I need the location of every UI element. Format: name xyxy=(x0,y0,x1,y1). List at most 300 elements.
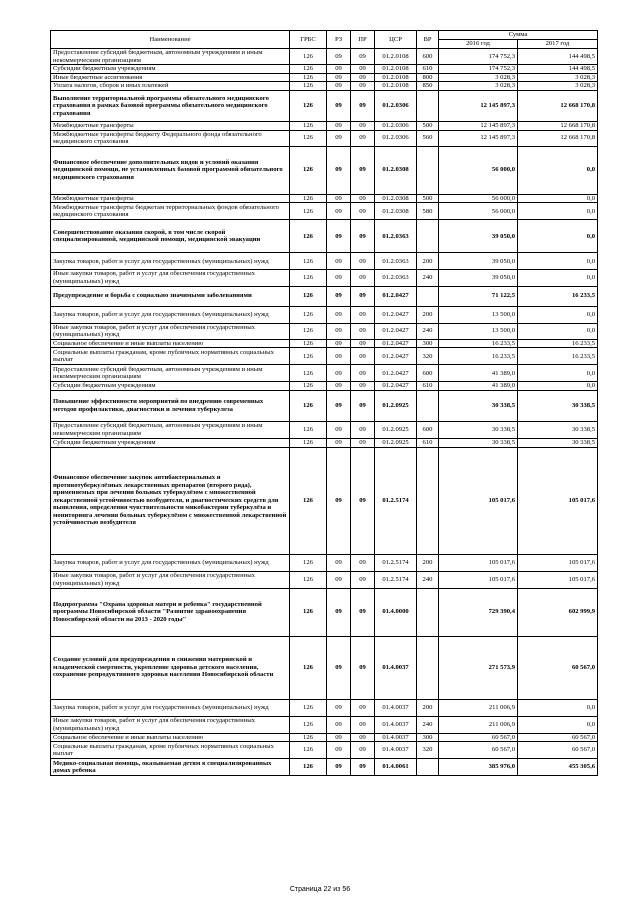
table-row xyxy=(51,554,598,571)
table-row xyxy=(51,571,598,588)
cell-rz: 09 xyxy=(327,588,351,636)
cell-rz: 09 xyxy=(327,90,351,121)
table-row xyxy=(51,382,598,391)
cell-csr: 01.2.0108 xyxy=(375,82,417,91)
cell-rz: 09 xyxy=(327,447,351,554)
cell-rz: 09 xyxy=(327,121,351,130)
cell-rz: 09 xyxy=(327,146,351,194)
cell-sum-2017: 602 999,9 xyxy=(518,588,598,636)
cell-pr: 09 xyxy=(351,447,375,554)
cell-rz: 09 xyxy=(327,65,351,74)
cell-pr: 09 xyxy=(351,121,375,130)
header-year-2016: 2016 год xyxy=(439,40,518,49)
cell-grbs: 126 xyxy=(290,733,327,742)
cell-name: Закупка товаров, работ и услуг для государственных (муниципальных) нужд xyxy=(51,253,290,270)
cell-rz: 09 xyxy=(327,554,351,571)
cell-name: Предоставление субсидий бюджетным, автономным учреждениям и иным некоммерческим организациям xyxy=(51,365,290,382)
cell-grbs: 126 xyxy=(290,571,327,588)
cell-rz: 09 xyxy=(327,390,351,421)
table-row xyxy=(51,220,598,253)
cell-grbs: 126 xyxy=(290,65,327,74)
cell-csr: 01.2.0925 xyxy=(375,438,417,447)
cell-pr: 09 xyxy=(351,554,375,571)
cell-grbs: 126 xyxy=(290,90,327,121)
header-sum: Сумма xyxy=(439,31,598,40)
cell-grbs: 126 xyxy=(290,447,327,554)
cell-grbs: 126 xyxy=(290,194,327,203)
cell-name: Социальное обеспечение и иные выплаты населению xyxy=(51,733,290,742)
cell-sum-2017: 3 028,3 xyxy=(518,82,598,91)
cell-csr: 01.2.0108 xyxy=(375,65,417,74)
cell-pr: 09 xyxy=(351,382,375,391)
cell-name: Финансовое обеспечение дополнительных видов и условий оказания медицинской помощи, не установленных базовой программой обязательного медицинского страхования xyxy=(51,146,290,194)
table-row xyxy=(51,130,598,146)
cell-grbs: 126 xyxy=(290,286,327,306)
cell-name: Иные закупки товаров, работ и услуг для обеспечения государственных (муниципальных) нужд xyxy=(51,270,290,286)
table-row xyxy=(51,73,598,82)
cell-vr xyxy=(417,286,439,306)
cell-sum-2016: 13 500,0 xyxy=(439,306,518,323)
cell-sum-2016: 56 000,0 xyxy=(439,194,518,203)
cell-grbs: 126 xyxy=(290,270,327,286)
cell-csr: 01.2.0308 xyxy=(375,146,417,194)
cell-sum-2017: 3 028,3 xyxy=(518,73,598,82)
cell-grbs: 126 xyxy=(290,203,327,220)
cell-csr: 01.2.0363 xyxy=(375,253,417,270)
cell-vr: 240 xyxy=(417,716,439,733)
cell-grbs: 126 xyxy=(290,82,327,91)
table-body xyxy=(51,49,598,776)
cell-sum-2017: 12 668 170,8 xyxy=(518,90,598,121)
cell-vr: 200 xyxy=(417,554,439,571)
cell-pr: 09 xyxy=(351,49,375,65)
cell-vr: 300 xyxy=(417,733,439,742)
cell-pr: 09 xyxy=(351,571,375,588)
cell-csr: 01.2.0427 xyxy=(375,348,417,365)
cell-pr: 09 xyxy=(351,716,375,733)
cell-pr: 09 xyxy=(351,699,375,716)
table-row xyxy=(51,759,598,776)
table-row xyxy=(51,742,598,759)
table-row xyxy=(51,716,598,733)
cell-grbs: 126 xyxy=(290,306,327,323)
cell-sum-2016: 39 050,0 xyxy=(439,220,518,253)
cell-sum-2016: 71 122,5 xyxy=(439,286,518,306)
cell-rz: 09 xyxy=(327,571,351,588)
cell-sum-2016: 105 017,6 xyxy=(439,447,518,554)
cell-sum-2017: 12 668 170,8 xyxy=(518,130,598,146)
cell-csr: 01.2.0308 xyxy=(375,194,417,203)
cell-csr: 01.2.0427 xyxy=(375,365,417,382)
cell-name: Закупка товаров, работ и услуг для государственных (муниципальных) нужд xyxy=(51,554,290,571)
cell-rz: 09 xyxy=(327,348,351,365)
cell-pr: 09 xyxy=(351,253,375,270)
cell-name: Выполнение территориальной программы обязательного медицинского страхования в рамках базовой программы обязательного медицинского страхования xyxy=(51,90,290,121)
cell-rz: 09 xyxy=(327,286,351,306)
cell-name: Подпрограмма "Охрана здоровья матери и ребенка" государственной программы Новосибирской области "Развитие здравоохранения Новосибирской области на 2013 - 2020 годы" xyxy=(51,588,290,636)
cell-csr: 01.2.5174 xyxy=(375,554,417,571)
cell-sum-2017: 0,0 xyxy=(518,306,598,323)
cell-grbs: 126 xyxy=(290,220,327,253)
cell-sum-2016: 60 567,0 xyxy=(439,742,518,759)
cell-name: Предупреждение и борьба с социально значимыми заболеваниями xyxy=(51,286,290,306)
table-row xyxy=(51,194,598,203)
cell-name: Субсидии бюджетным учреждениям xyxy=(51,65,290,74)
cell-sum-2017: 60 567,0 xyxy=(518,742,598,759)
cell-sum-2017: 12 668 170,8 xyxy=(518,121,598,130)
cell-sum-2017: 105 017,6 xyxy=(518,447,598,554)
cell-rz: 09 xyxy=(327,130,351,146)
cell-pr: 09 xyxy=(351,323,375,339)
table-row xyxy=(51,447,598,554)
cell-sum-2016: 385 976,0 xyxy=(439,759,518,776)
cell-grbs: 126 xyxy=(290,365,327,382)
cell-rz: 09 xyxy=(327,699,351,716)
header-vr: ВР xyxy=(417,31,439,49)
cell-sum-2017: 0,0 xyxy=(518,382,598,391)
header-rz: РЗ xyxy=(327,31,351,49)
cell-sum-2017: 105 017,6 xyxy=(518,554,598,571)
cell-csr: 01.2.5174 xyxy=(375,571,417,588)
cell-vr: 600 xyxy=(417,49,439,65)
cell-name: Совершенствование оказания скорой, в том числе скорой специализированной, медицинской помощи, медицинской эвакуации xyxy=(51,220,290,253)
cell-rz: 09 xyxy=(327,339,351,348)
cell-name: Иные закупки товаров, работ и услуг для обеспечения государственных (муниципальных) нужд xyxy=(51,571,290,588)
cell-sum-2017: 144 498,5 xyxy=(518,65,598,74)
cell-vr: 610 xyxy=(417,65,439,74)
page-footer: Страница 22 из 56 xyxy=(289,886,351,893)
cell-sum-2016: 211 006,9 xyxy=(439,699,518,716)
cell-rz: 09 xyxy=(327,365,351,382)
cell-grbs: 126 xyxy=(290,390,327,421)
cell-vr xyxy=(417,447,439,554)
cell-pr: 09 xyxy=(351,306,375,323)
cell-vr: 850 xyxy=(417,82,439,91)
cell-pr: 09 xyxy=(351,90,375,121)
cell-csr: 01.2.0306 xyxy=(375,121,417,130)
table-row xyxy=(51,253,598,270)
table-row xyxy=(51,421,598,438)
cell-vr xyxy=(417,90,439,121)
cell-vr xyxy=(417,220,439,253)
cell-pr: 09 xyxy=(351,220,375,253)
cell-grbs: 126 xyxy=(290,554,327,571)
cell-sum-2016: 12 145 897,3 xyxy=(439,130,518,146)
cell-sum-2016: 16 233,5 xyxy=(439,348,518,365)
cell-csr: 01.2.0925 xyxy=(375,421,417,438)
cell-rz: 09 xyxy=(327,49,351,65)
table-row xyxy=(51,306,598,323)
table-row xyxy=(51,121,598,130)
cell-sum-2017: 0,0 xyxy=(518,716,598,733)
cell-sum-2016: 12 145 897,3 xyxy=(439,90,518,121)
cell-rz: 09 xyxy=(327,438,351,447)
cell-pr: 09 xyxy=(351,733,375,742)
cell-sum-2016: 12 145 897,3 xyxy=(439,121,518,130)
header-name: Наименование xyxy=(51,31,290,49)
cell-name: Субсидии бюджетным учреждениям xyxy=(51,438,290,447)
cell-vr: 800 xyxy=(417,73,439,82)
cell-csr: 01.2.0306 xyxy=(375,90,417,121)
cell-pr: 09 xyxy=(351,146,375,194)
cell-pr: 09 xyxy=(351,339,375,348)
cell-rz: 09 xyxy=(327,716,351,733)
cell-csr: 01.4.0037 xyxy=(375,636,417,699)
header-csr: ЦСР xyxy=(375,31,417,49)
cell-grbs: 126 xyxy=(290,742,327,759)
cell-csr: 01.2.0108 xyxy=(375,73,417,82)
cell-grbs: 126 xyxy=(290,716,327,733)
cell-sum-2017: 0,0 xyxy=(518,699,598,716)
cell-rz: 09 xyxy=(327,421,351,438)
table-row xyxy=(51,82,598,91)
cell-vr: 500 xyxy=(417,194,439,203)
cell-name: Предоставление субсидий бюджетным, автономным учреждениям и иным некоммерческим организациям xyxy=(51,421,290,438)
cell-rz: 09 xyxy=(327,306,351,323)
cell-vr xyxy=(417,636,439,699)
cell-grbs: 126 xyxy=(290,73,327,82)
cell-csr: 01.4.0037 xyxy=(375,699,417,716)
cell-vr: 240 xyxy=(417,571,439,588)
table-row xyxy=(51,323,598,339)
cell-sum-2016: 60 567,0 xyxy=(439,733,518,742)
cell-pr: 09 xyxy=(351,286,375,306)
cell-sum-2016: 105 017,6 xyxy=(439,554,518,571)
cell-grbs: 126 xyxy=(290,49,327,65)
cell-csr: 01.2.0427 xyxy=(375,323,417,339)
cell-csr: 01.4.0061 xyxy=(375,759,417,776)
cell-rz: 09 xyxy=(327,323,351,339)
header-pr: ПР xyxy=(351,31,375,49)
cell-vr: 300 xyxy=(417,339,439,348)
cell-vr: 320 xyxy=(417,348,439,365)
cell-sum-2017: 30 338,5 xyxy=(518,438,598,447)
cell-pr: 09 xyxy=(351,636,375,699)
cell-name: Социальные выплаты гражданам, кроме публичных нормативных социальных выплат xyxy=(51,348,290,365)
cell-pr: 09 xyxy=(351,130,375,146)
cell-pr: 09 xyxy=(351,194,375,203)
cell-name: Социальные выплаты гражданам, кроме публичных нормативных социальных выплат xyxy=(51,742,290,759)
cell-name: Межбюджетные трансферты xyxy=(51,194,290,203)
cell-sum-2016: 13 500,0 xyxy=(439,323,518,339)
cell-csr: 01.2.0427 xyxy=(375,306,417,323)
cell-csr: 01.4.0037 xyxy=(375,716,417,733)
cell-sum-2016: 16 233,5 xyxy=(439,339,518,348)
cell-sum-2017: 60 567,0 xyxy=(518,636,598,699)
cell-name: Повышение эффективности мероприятий по внедрению современных методов профилактики, диагностики и лечения туберкулеза xyxy=(51,390,290,421)
cell-sum-2017: 0,0 xyxy=(518,253,598,270)
cell-rz: 09 xyxy=(327,82,351,91)
cell-rz: 09 xyxy=(327,220,351,253)
cell-sum-2016: 30 338,5 xyxy=(439,438,518,447)
table-row xyxy=(51,636,598,699)
cell-sum-2017: 144 498,5 xyxy=(518,49,598,65)
cell-grbs: 126 xyxy=(290,588,327,636)
cell-rz: 09 xyxy=(327,742,351,759)
cell-sum-2017: 455 305,6 xyxy=(518,759,598,776)
cell-vr: 600 xyxy=(417,365,439,382)
cell-rz: 09 xyxy=(327,759,351,776)
cell-sum-2016: 30 338,5 xyxy=(439,421,518,438)
cell-sum-2017: 0,0 xyxy=(518,220,598,253)
cell-pr: 09 xyxy=(351,588,375,636)
cell-rz: 09 xyxy=(327,194,351,203)
cell-grbs: 126 xyxy=(290,348,327,365)
cell-sum-2017: 16 233,5 xyxy=(518,286,598,306)
cell-vr: 200 xyxy=(417,253,439,270)
cell-sum-2016: 729 390,4 xyxy=(439,588,518,636)
cell-name: Межбюджетные трансферты бюджетам территориальных фондов обязательного медицинского страхования xyxy=(51,203,290,220)
cell-csr: 01.2.0363 xyxy=(375,270,417,286)
cell-pr: 09 xyxy=(351,365,375,382)
cell-csr: 01.2.5174 xyxy=(375,447,417,554)
cell-pr: 09 xyxy=(351,759,375,776)
cell-vr: 610 xyxy=(417,438,439,447)
cell-sum-2016: 30 338,5 xyxy=(439,390,518,421)
cell-csr: 01.2.0925 xyxy=(375,390,417,421)
cell-sum-2016: 3 028,3 xyxy=(439,73,518,82)
cell-sum-2016: 41 389,0 xyxy=(439,365,518,382)
cell-csr: 01.2.0427 xyxy=(375,382,417,391)
cell-grbs: 126 xyxy=(290,339,327,348)
cell-vr xyxy=(417,390,439,421)
cell-name: Иные закупки товаров, работ и услуг для обеспечения государственных (муниципальных) нужд xyxy=(51,323,290,339)
table-row xyxy=(51,438,598,447)
cell-sum-2016: 56 000,0 xyxy=(439,146,518,194)
table-row xyxy=(51,146,598,194)
table-row xyxy=(51,65,598,74)
table-row xyxy=(51,286,598,306)
cell-name: Субсидии бюджетным учреждениям xyxy=(51,382,290,391)
cell-name: Межбюджетные трансферты xyxy=(51,121,290,130)
cell-name: Уплата налогов, сборов и иных платежей xyxy=(51,82,290,91)
table-row xyxy=(51,339,598,348)
budget-document xyxy=(50,30,597,776)
cell-grbs: 126 xyxy=(290,253,327,270)
header-year-2017: 2017 год xyxy=(518,40,598,49)
cell-grbs: 126 xyxy=(290,121,327,130)
budget-table xyxy=(50,30,598,776)
cell-grbs: 126 xyxy=(290,699,327,716)
cell-csr: 01.2.0427 xyxy=(375,286,417,306)
cell-sum-2016: 39 050,0 xyxy=(439,253,518,270)
cell-sum-2017: 60 567,0 xyxy=(518,733,598,742)
cell-sum-2017: 30 338,5 xyxy=(518,390,598,421)
cell-sum-2017: 16 233,5 xyxy=(518,348,598,365)
cell-name: Иные бюджетные ассигнования xyxy=(51,73,290,82)
cell-pr: 09 xyxy=(351,742,375,759)
cell-csr: 01.2.0306 xyxy=(375,130,417,146)
table-row xyxy=(51,49,598,65)
cell-sum-2017: 0,0 xyxy=(518,270,598,286)
cell-sum-2016: 56 000,0 xyxy=(439,203,518,220)
cell-vr: 240 xyxy=(417,323,439,339)
cell-name: Финансовое обеспечение закупок антибактериальных и противотуберкулёзных лекарственных препаратов (второго ряда), применяемых при лечении больных туберкулёзом с множественной лекарственной устойчивостью возбудителя, и диагностических средств для выявления, определения чувствительности микобактерии туберкулёза и мониторинга лечения больных туберкулёзом с множественной лекарственной устойчивостью возбудителя xyxy=(51,447,290,554)
cell-pr: 09 xyxy=(351,65,375,74)
cell-name: Иные закупки товаров, работ и услуг для обеспечения государственных (муниципальных) нужд xyxy=(51,716,290,733)
cell-sum-2016: 271 573,9 xyxy=(439,636,518,699)
cell-vr: 200 xyxy=(417,699,439,716)
cell-csr: 01.4.0037 xyxy=(375,733,417,742)
cell-vr: 610 xyxy=(417,382,439,391)
cell-vr: 580 xyxy=(417,203,439,220)
cell-sum-2017: 0,0 xyxy=(518,365,598,382)
cell-rz: 09 xyxy=(327,382,351,391)
cell-rz: 09 xyxy=(327,253,351,270)
cell-pr: 09 xyxy=(351,421,375,438)
cell-grbs: 126 xyxy=(290,636,327,699)
cell-grbs: 126 xyxy=(290,323,327,339)
cell-vr xyxy=(417,759,439,776)
cell-sum-2016: 3 028,3 xyxy=(439,82,518,91)
cell-sum-2016: 41 389,0 xyxy=(439,382,518,391)
cell-sum-2016: 39 050,0 xyxy=(439,270,518,286)
cell-sum-2016: 174 752,3 xyxy=(439,65,518,74)
cell-sum-2016: 211 006,9 xyxy=(439,716,518,733)
cell-sum-2016: 174 752,3 xyxy=(439,49,518,65)
cell-sum-2017: 0,0 xyxy=(518,194,598,203)
table-header xyxy=(51,31,598,49)
cell-pr: 09 xyxy=(351,438,375,447)
cell-rz: 09 xyxy=(327,636,351,699)
cell-grbs: 126 xyxy=(290,130,327,146)
cell-pr: 09 xyxy=(351,270,375,286)
cell-sum-2017: 30 338,5 xyxy=(518,421,598,438)
cell-vr xyxy=(417,588,439,636)
cell-sum-2017: 0,0 xyxy=(518,203,598,220)
cell-sum-2017: 105 017,6 xyxy=(518,571,598,588)
cell-csr: 01.4.0037 xyxy=(375,742,417,759)
table-row xyxy=(51,733,598,742)
header-grbs: ГРБС xyxy=(290,31,327,49)
cell-csr: 01.2.0108 xyxy=(375,49,417,65)
cell-sum-2017: 16 233,5 xyxy=(518,339,598,348)
table-row xyxy=(51,699,598,716)
cell-vr: 500 xyxy=(417,121,439,130)
cell-sum-2017: 0,0 xyxy=(518,146,598,194)
cell-pr: 09 xyxy=(351,390,375,421)
cell-vr: 600 xyxy=(417,421,439,438)
cell-vr: 200 xyxy=(417,306,439,323)
cell-name: Межбюджетные трансферты бюджету Федерального фонда обязательного медицинского страхования xyxy=(51,130,290,146)
table-row xyxy=(51,348,598,365)
cell-csr: 01.2.0308 xyxy=(375,203,417,220)
cell-vr: 560 xyxy=(417,130,439,146)
cell-grbs: 126 xyxy=(290,438,327,447)
table-row xyxy=(51,90,598,121)
cell-sum-2017: 0,0 xyxy=(518,323,598,339)
cell-csr: 01.2.0427 xyxy=(375,339,417,348)
cell-vr xyxy=(417,146,439,194)
cell-pr: 09 xyxy=(351,348,375,365)
table-row xyxy=(51,390,598,421)
cell-rz: 09 xyxy=(327,270,351,286)
table-row xyxy=(51,203,598,220)
table-row xyxy=(51,588,598,636)
cell-rz: 09 xyxy=(327,733,351,742)
table-row xyxy=(51,365,598,382)
cell-grbs: 126 xyxy=(290,146,327,194)
cell-name: Создание условий для предупреждения и снижения материнской и младенческой смертности, укрепление здоровья детского населения, сохранение репродуктивного здоровья населения Новосибирской области xyxy=(51,636,290,699)
cell-name: Закупка товаров, работ и услуг для государственных (муниципальных) нужд xyxy=(51,699,290,716)
cell-grbs: 126 xyxy=(290,759,327,776)
cell-vr: 320 xyxy=(417,742,439,759)
cell-csr: 01.4.0000 xyxy=(375,588,417,636)
cell-grbs: 126 xyxy=(290,421,327,438)
cell-csr: 01.2.0363 xyxy=(375,220,417,253)
cell-sum-2016: 105 017,6 xyxy=(439,571,518,588)
cell-name: Социальное обеспечение и иные выплаты населению xyxy=(51,339,290,348)
